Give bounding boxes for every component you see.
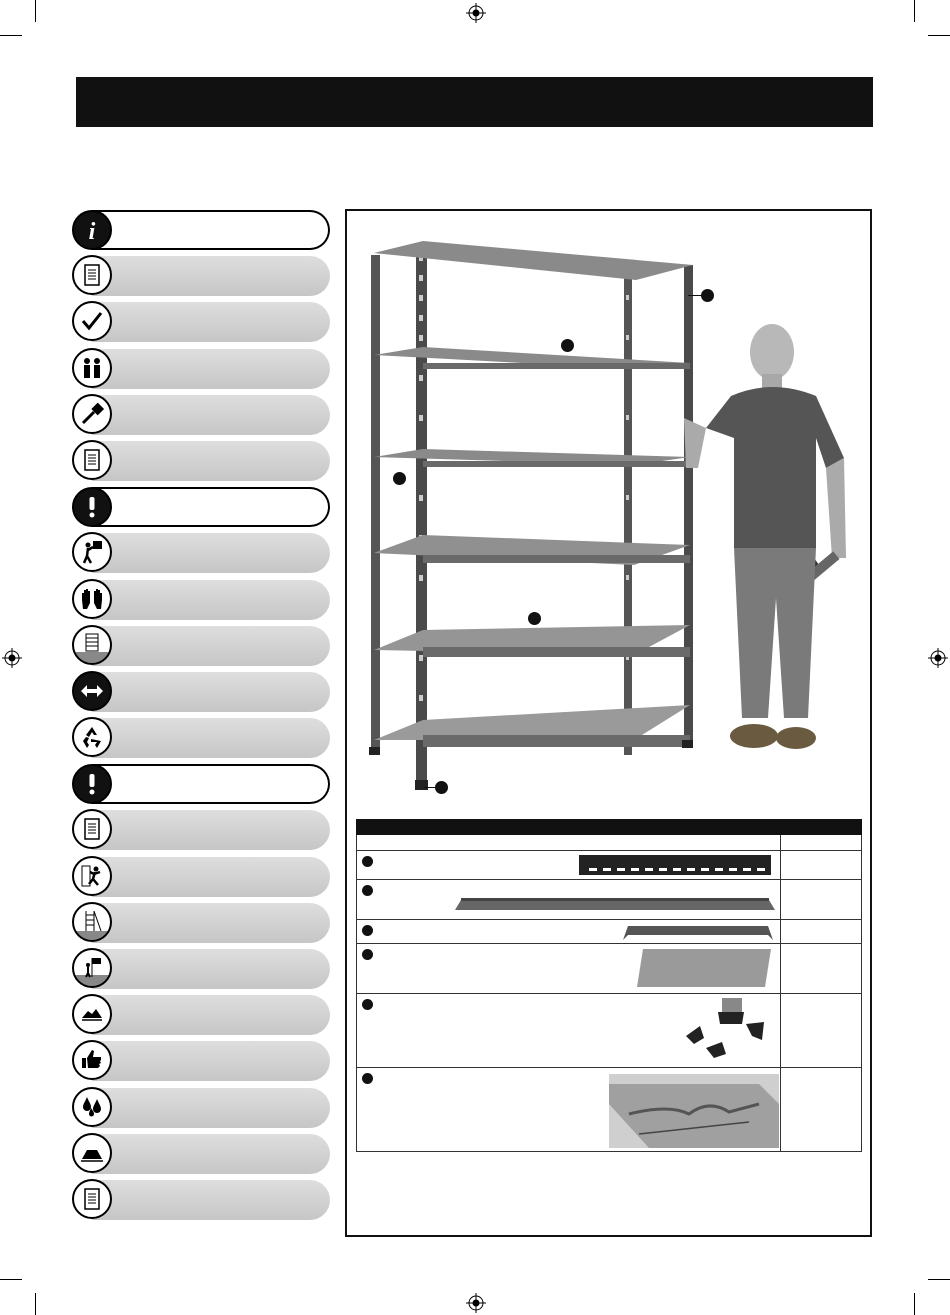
callout-line xyxy=(688,295,702,296)
part-qty xyxy=(781,944,862,994)
two-people-icon xyxy=(72,348,112,388)
sidebar xyxy=(72,210,330,1226)
sidebar-item xyxy=(92,764,330,804)
sidebar-item xyxy=(92,302,330,342)
short-beam-image xyxy=(623,923,773,941)
uneven-floor-icon xyxy=(72,994,112,1034)
sidebar-item xyxy=(92,1041,330,1081)
warning-icon xyxy=(72,487,112,527)
sidebar-item xyxy=(92,1088,330,1128)
sidebar-item xyxy=(92,857,330,897)
table-row-blank xyxy=(357,835,862,851)
registration-mark-icon xyxy=(466,1293,486,1313)
part-bullet xyxy=(362,1073,373,1084)
sidebar-item xyxy=(92,256,330,296)
sidebar-item xyxy=(92,810,330,850)
water-drops-icon xyxy=(72,1087,112,1127)
document-icon xyxy=(72,809,112,849)
document-icon xyxy=(72,440,112,480)
sidebar-item xyxy=(92,533,330,573)
part-qty xyxy=(781,920,862,944)
crop-mark xyxy=(0,1279,22,1280)
part-bullet xyxy=(362,856,373,867)
part-qty xyxy=(781,1068,862,1152)
shelf-load-icon xyxy=(72,625,112,665)
callout-marker xyxy=(701,289,714,302)
part-bullet xyxy=(362,999,373,1010)
mallet-icon xyxy=(72,394,112,434)
sidebar-item xyxy=(92,349,330,389)
crop-mark xyxy=(35,0,36,22)
table-header-row xyxy=(357,820,862,835)
warning-icon xyxy=(72,764,112,804)
ladder-icon xyxy=(72,902,112,942)
upright-post-image xyxy=(579,855,771,875)
part-qty xyxy=(781,994,862,1068)
callout-marker xyxy=(561,339,574,352)
sidebar-item xyxy=(92,995,330,1035)
level-floor-icon xyxy=(72,1133,112,1173)
table-row xyxy=(357,920,862,944)
double-arrow-icon xyxy=(72,671,112,711)
document-icon xyxy=(72,1179,112,1219)
sidebar-item xyxy=(92,1180,330,1220)
document-icon xyxy=(72,255,112,295)
recycle-icon xyxy=(72,717,112,757)
sidebar-item xyxy=(92,718,330,758)
table-row xyxy=(357,994,862,1068)
part-bullet xyxy=(362,885,373,896)
info-icon xyxy=(72,210,112,250)
title-bar xyxy=(76,77,873,127)
callout-marker xyxy=(393,472,406,485)
callout-marker xyxy=(528,612,541,625)
table-row xyxy=(357,944,862,994)
registration-mark-icon xyxy=(928,648,948,668)
table-row xyxy=(357,1068,862,1152)
person-with-mallet-illustration xyxy=(676,318,856,758)
crop-mark xyxy=(928,35,950,36)
sidebar-item xyxy=(92,949,330,989)
part-bullet xyxy=(362,949,373,960)
checkmark-icon xyxy=(72,301,112,341)
shelf-board-image xyxy=(637,949,771,989)
crop-mark xyxy=(914,0,915,22)
sidebar-item xyxy=(92,395,330,435)
sidebar-item xyxy=(92,580,330,620)
crop-mark xyxy=(35,1293,36,1315)
table-row xyxy=(357,880,862,920)
climbing-warning-icon xyxy=(72,948,112,988)
registration-mark-icon xyxy=(466,3,486,23)
crop-mark xyxy=(928,1279,950,1280)
crop-mark xyxy=(0,35,22,36)
shelf-support-detail-image xyxy=(609,1074,779,1148)
person-falling-icon xyxy=(72,856,112,896)
sidebar-item xyxy=(92,441,330,481)
sidebar-item xyxy=(92,487,330,527)
crop-mark xyxy=(914,1293,915,1315)
part-qty xyxy=(781,851,862,880)
plastic-feet-image xyxy=(682,998,777,1064)
thumbs-up-icon xyxy=(72,1040,112,1080)
gloves-icon xyxy=(72,579,112,619)
sidebar-item xyxy=(92,1134,330,1174)
callout-marker xyxy=(435,781,448,794)
long-beam-image xyxy=(455,896,775,912)
table-row xyxy=(357,851,862,880)
shelving-unit-illustration xyxy=(366,235,706,795)
part-qty xyxy=(781,880,862,920)
sidebar-item xyxy=(92,626,330,666)
person-lifting-icon xyxy=(72,532,112,572)
part-bullet xyxy=(362,925,373,936)
sidebar-item xyxy=(88,210,330,250)
registration-mark-icon xyxy=(2,648,22,668)
parts-list-table xyxy=(356,819,862,1152)
svg-text:i: i xyxy=(88,219,96,243)
sidebar-item xyxy=(92,672,330,712)
sidebar-item xyxy=(92,903,330,943)
